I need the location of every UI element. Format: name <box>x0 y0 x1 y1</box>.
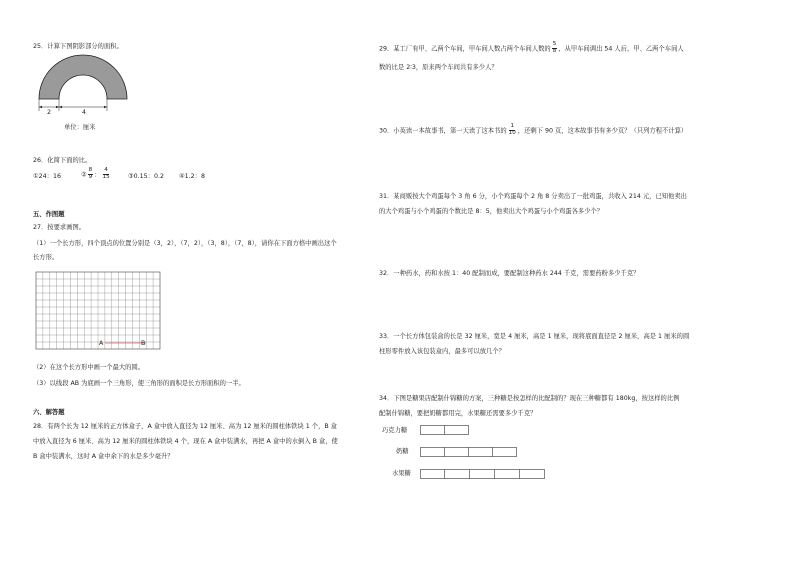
q29-line-2: 数的比是 2∶3，原来两个车间共有多少人？ <box>379 64 498 71</box>
q27-point-a: A <box>99 340 104 347</box>
section-6-heading: 六、解答题 <box>33 409 65 416</box>
q26-text: 26．化简下面的比。 <box>33 157 92 164</box>
q26-item-1: ①24：16 <box>33 173 61 180</box>
q32-text: 32．一种药水，药和水按 1：40 配制而成，要配制这种药水 244 千克，需要药粉多少千克？ <box>379 270 640 277</box>
q26-item-2: ② $\frac{8}{9}$ ： $\frac{4}{15}$ <box>81 167 110 180</box>
q31-line-1: 31．某商贩按大个鸡蛋每个 3 角 6 分，小个鸡蛋每个 2 角 8 分卖出了一批鸡蛋，共收入 214 元，已知他卖出 <box>379 193 687 200</box>
q25-dim-left: 2 <box>47 109 52 116</box>
q34-line-1: 34．下图是糖果店配制什锦糖的方案，三种糖是按怎样的比配制的？现在三种糖都有 180kg，按这样的比例 <box>379 395 680 402</box>
q33-line-1: 33．一个长方体包装盒的长是 32 厘米，宽是 4 厘米，高是 1 厘米，现将底面直径是 2 厘米，高是 1 厘米的圆 <box>379 333 690 340</box>
candy-label-chocolate: 巧克力糖 <box>382 427 408 434</box>
q27-part-1-line-1: （1）一个长方形，四个顶点的位置分别是（3，2），（7，2），（3，8），（7，8），请你在下面方格中画出这个 <box>33 240 337 247</box>
q27-point-b: B <box>141 340 146 347</box>
q28-line-2: 中放入直径为 6 厘米、高为 12 厘米的圆柱体铁块 4 个，现在 A 盒中装满水，再把 A 盒中的水倒入 B 盒，使 <box>33 438 338 445</box>
q27-part-3: （3）以线段 AB 为底画一个三角形，使三角形的面积是长方形面积的一半。 <box>33 380 245 387</box>
q33-line-2: 柱形零件放入该包装盒内，最多可以放几个？ <box>379 348 505 355</box>
section-5-heading: 五、作图题 <box>33 211 65 218</box>
q26-item-3: ③0.15：0.2 <box>128 173 164 180</box>
q25-text: 25．计算下图阴影部分的面积。 <box>33 43 123 50</box>
q29-line-1: 29．某工厂有甲、乙两个车间，甲车间人数占两个车间人数的 $\frac{5}{8}$ ，从甲车间调出 54 人后，甲、乙两个车间人 <box>379 41 684 54</box>
q27-text: 27．按要求画图。 <box>33 224 86 231</box>
q34-segment-diagram <box>420 424 550 482</box>
q27-part-2: （2）在这个长方形中画一个最大的圆。 <box>33 364 145 371</box>
q27-part-1-line-2: 长方形。 <box>33 254 59 261</box>
q34-line-2: 配制什锦糖，要把奶糖都用完，水果糖还需要多少千克？ <box>379 410 537 417</box>
q30-text: 30．小英读一本故事书，第一天读了这本书的 $\frac{1}{10}$ ，还剩下 90 页，这本故事书有多少页？（只列方程不计算） <box>379 123 688 136</box>
q28-line-1: 28．有两个长为 12 厘米的正方体盒子，A 盒中放入直径为 12 厘米、高为 12 厘米的圆柱体铁块 1 个，B 盒 <box>33 423 337 430</box>
q26-item-4: ④1.2：8 <box>179 173 205 180</box>
q28-line-3: B 盒中装满水，这时 A 盒中余下的水是多少毫升？ <box>33 453 174 460</box>
q27-grid <box>36 272 160 349</box>
candy-label-milk: 奶糖 <box>396 448 409 455</box>
q25-dim-right: 4 <box>82 109 87 116</box>
q31-line-2: 的大个鸡蛋与小个鸡蛋的个数比是 8：5，他卖出大个鸡蛋与小个鸡蛋各多少个？ <box>379 208 604 215</box>
q25-unit: 单位：厘米 <box>64 124 96 131</box>
candy-label-fruit: 水果糖 <box>392 470 411 477</box>
